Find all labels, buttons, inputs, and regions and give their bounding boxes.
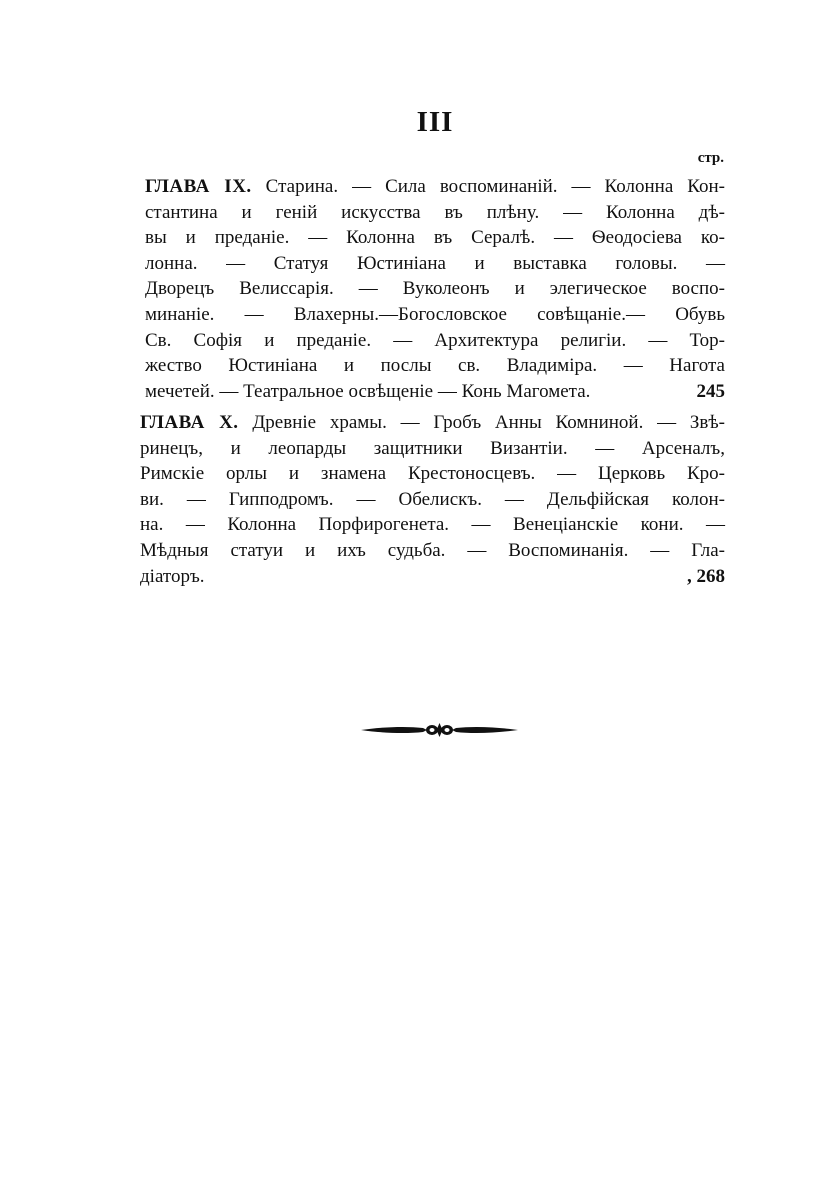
entry-line: ви. — Гипподромъ. — Обелискъ. — Дельфійская колон- [140,488,725,510]
entry-line: ринецъ, и леопарды защитники Византіи. — Арсеналъ, [140,437,725,459]
toc-entry-chapter-10 [140,410,725,589]
entry-text: Древніе храмы. — Гробъ Анны Комниной. — Звѣ- [252,412,726,433]
toc-entry-chapter-9 [145,174,725,404]
entry-line: стантина и геній искусства въ плѣну. — Колонна дѣ- [145,201,725,223]
entry-line: на. — Колонна Порфирогенета. — Венеціанскіе кони. — [140,514,725,536]
entry-line: жество Юстиніана и послы св. Владиміра. — Нагота [145,355,725,377]
entry-text: діаторъ. [140,565,205,587]
entry-line [145,174,725,200]
entry-line [140,410,725,436]
ornament-divider [361,720,518,740]
chapter-label: ГЛАВА X. [140,412,239,433]
entry-line [140,564,725,590]
entry-line: вы и преданіе. — Колонна въ Сералѣ. — Ѳеодосіева ко- [145,227,725,249]
entry-text: мечетей. — Театральное освѣщеніе — Конь Магомета. [145,380,591,402]
entry-text: Старина. — Сила воспоминаній. — Колонна Кон- [265,176,725,197]
entry-line: минаніе. — Влахерны.—Богословское совѣщаніе.— Обувь [145,303,725,325]
chapter-label: ГЛАВА IX. [145,176,252,197]
page-column-label: стр. [697,150,724,166]
entry-line: Дворецъ Велиссарія. — Вуколеонъ и элегическое воспо- [145,278,725,300]
entry-line [145,379,725,405]
entry-line: лонна. — Статуя Юстиніана и выставка головы. — [145,252,725,274]
page-reference: 245 [696,380,725,402]
entry-line: Св. Софія и преданіе. — Архитектура религіи. — Тор- [145,329,725,351]
page-number: III [416,106,454,138]
page-reference: , 268 [687,565,725,587]
entry-line: Мѣдныя статуи и ихъ судьба. — Воспоминанія. — Гла- [140,539,725,561]
entry-line: Римскіе орлы и знамена Крестоносцевъ. — Церковь Кро- [140,463,725,485]
